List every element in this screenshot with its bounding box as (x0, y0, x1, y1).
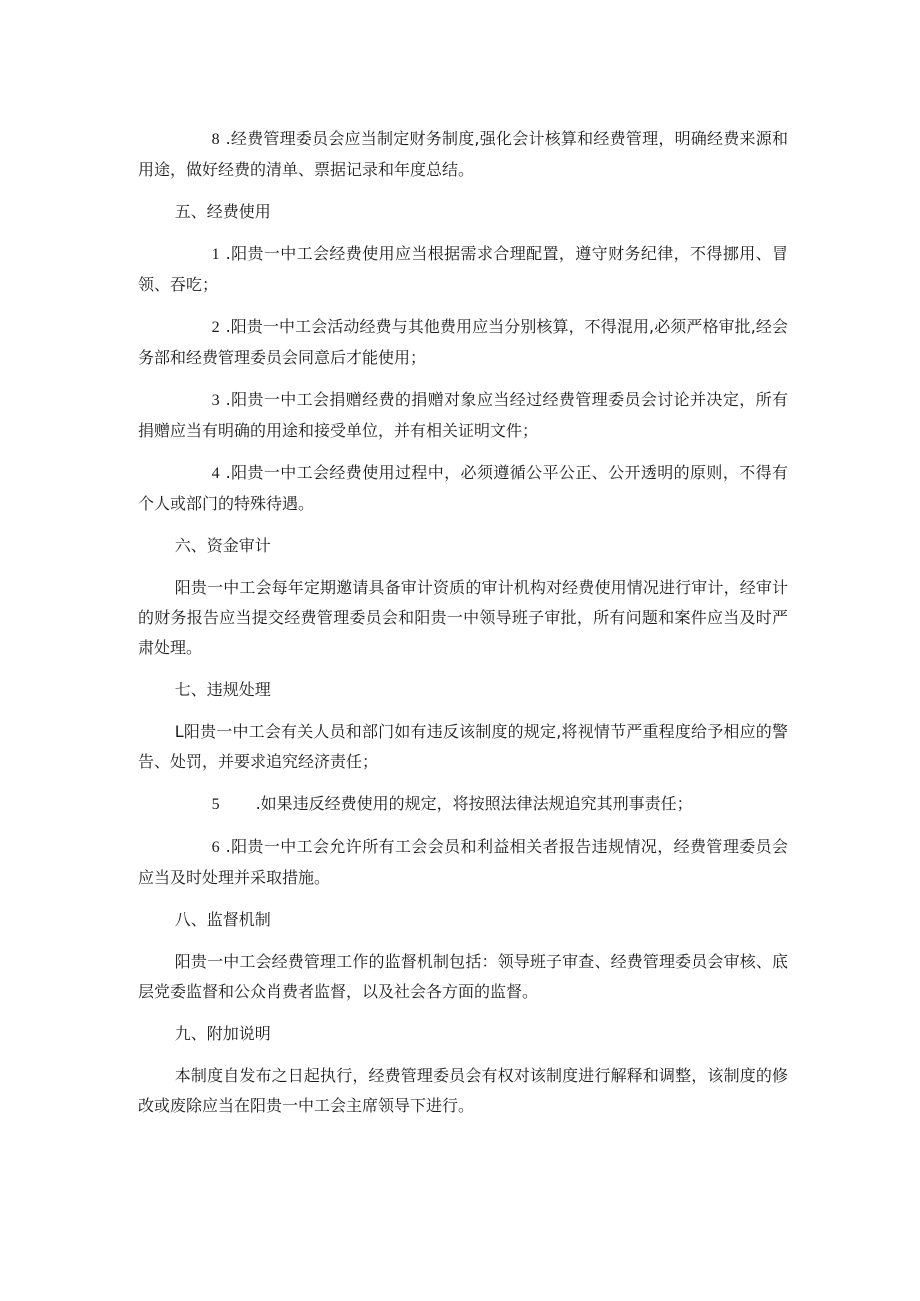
paragraph-text: .阳贵一中工会经费使用应当根据需求合理配置，遵守财务纪律，不得挪用、冒领、吞吃； (138, 244, 788, 294)
paragraph-text: .阳贵一中工会经费使用过程中，必须遵循公平公正、公开透明的原则，不得有个人或部门的特殊待遇。 (138, 463, 788, 513)
paragraph-supplementary (138, 1061, 788, 1121)
paragraph-text: 阳贵一中工会每年定期邀请具备审计资质的审计机构对经费使用情况进行审计，经审计的财务报告应当提交经费管理委员会和阳贵一中领导班子审批，所有问题和案件应当及时严肃处理。 (138, 578, 788, 657)
paragraph-item-4 (138, 458, 788, 519)
item-number: 2 (211, 319, 220, 336)
section-heading-supervision: 八、监督机制 (174, 910, 271, 929)
paragraph-text: 阳贵一中工会经费管理工作的监督机制包括：领导班子审查、经费管理委员会审核、底层党委监督和公众肖费者监督，以及社会各方面的监督。 (138, 952, 788, 1001)
item-number: 6 (211, 839, 220, 856)
paragraph-text: .阳贵一中工会活动经费与其他费用应当分别核算，不得混用,必须严格审批,经会务部和经费管理委员会同意后才能使用； (138, 317, 788, 367)
paragraph-text: .经费管理委员会应当制定财务制度,强化会计核算和经费管理，明确经费来源和用途，做好经费的清单、票据记录和年度总结。 (138, 129, 788, 179)
section-heading-supplementary: 九、附加说明 (174, 1024, 271, 1043)
section-heading-audit: 六、资金审计 (174, 536, 271, 555)
paragraph-item-6 (138, 832, 788, 893)
paragraph-audit (138, 573, 788, 663)
paragraph-item-8 (138, 124, 788, 185)
paragraph-item-5 (138, 789, 788, 820)
section-heading-funds-usage: 五、经费使用 (174, 202, 271, 221)
item-number: 3 (211, 392, 220, 409)
paragraph-supervision (138, 947, 788, 1007)
paragraph-item-3 (138, 385, 788, 446)
paragraph-item-1 (138, 239, 788, 300)
paragraph-text: L阳贵一中工会有关人员和部门如有违反该制度的规定,将视情节严重程度给予相应的警告、处罚，并要求追究经济责任； (138, 722, 788, 771)
section-heading-violations: 七、违规处理 (174, 680, 271, 699)
paragraph-text: .阳贵一中工会允许所有工会会员和利益相关者报告违规情况，经费管理委员会应当及时处理并采取措施。 (138, 837, 788, 887)
paragraph-item-2 (138, 312, 788, 373)
paragraph-text: 本制度自发布之日起执行，经费管理委员会有权对该制度进行解释和调整，该制度的修改或废除应当在阳贵一中工会主席领导下进行。 (138, 1066, 788, 1115)
paragraph-text: .如果违反经费使用的规定，将按照法律法规追究其刑事责任； (255, 794, 693, 813)
item-number: 8 (211, 131, 220, 148)
document-body (138, 124, 788, 1133)
item-number: 1 (211, 246, 220, 263)
paragraph-text: .阳贵一中工会捐赠经费的捐赠对象应当经过经费管理委员会讨论并决定，所有捐赠应当有明确的用途和接受单位，并有相关证明文件； (138, 390, 788, 440)
item-number: 4 (211, 465, 220, 482)
item-number: 5 (211, 796, 220, 813)
paragraph-violation-l (138, 717, 788, 777)
